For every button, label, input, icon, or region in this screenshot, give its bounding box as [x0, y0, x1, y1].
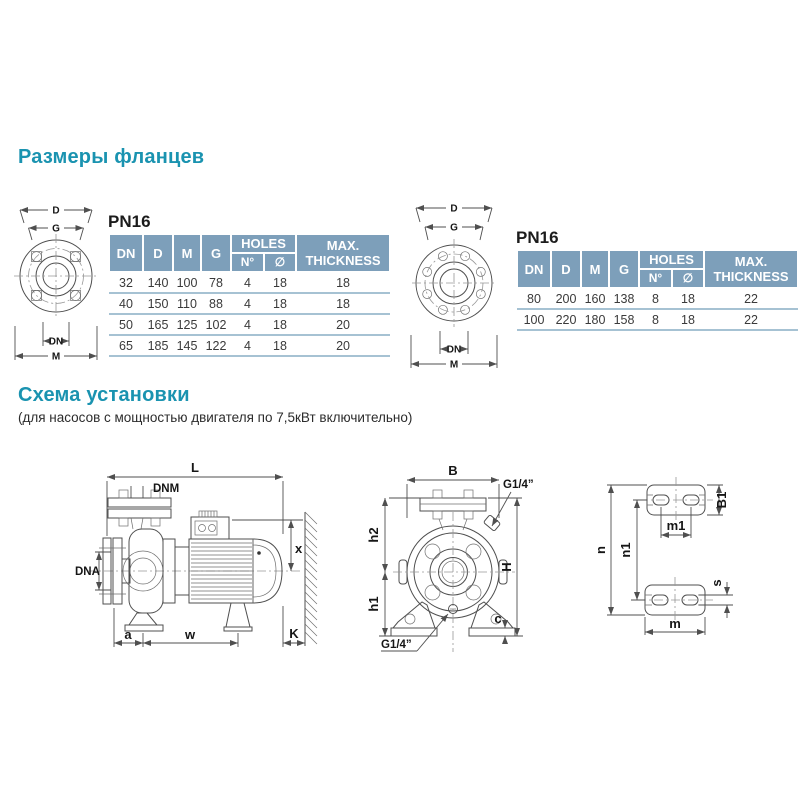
dim-label-w: w: [184, 627, 196, 642]
column-header-holes: HOLES: [639, 250, 704, 269]
table-cell: 32: [109, 272, 143, 293]
column-header-m: M: [581, 250, 609, 288]
column-header-dn: DN: [109, 234, 143, 272]
dim-label-dnm: DNM: [153, 483, 180, 495]
table-cell: 125: [173, 314, 201, 335]
column-header-holes-diam: ∅: [672, 269, 704, 288]
flange-table-2: [516, 249, 799, 331]
column-header-m: M: [173, 234, 201, 272]
column-header-holes: HOLES: [231, 234, 296, 253]
side-view-dimensions: [75, 460, 305, 647]
table-row: [517, 309, 798, 330]
wall: [305, 512, 317, 646]
dim-label-m: M: [51, 351, 61, 363]
column-header-max-thickness: MAX. THICKNESS: [704, 250, 798, 288]
dim-label-m1: m1: [666, 518, 686, 533]
section-title-flanges: Размеры фланцев: [18, 146, 205, 168]
table-cell: 110: [173, 293, 201, 314]
table-title-pn16-1: PN16: [108, 212, 151, 231]
table-cell: 18: [264, 335, 296, 356]
dim-label-b1: B1: [714, 491, 729, 509]
table-cell: 185: [143, 335, 173, 356]
feet-view-dimensions: [593, 485, 733, 635]
column-header-d: D: [551, 250, 581, 288]
dim-label-s: s: [709, 579, 724, 587]
dim-label-h1: h1: [366, 596, 381, 612]
dim-label-g14-bottom: G1/4”: [381, 639, 412, 651]
column-header-g: G: [201, 234, 231, 272]
table-cell: 102: [201, 314, 231, 335]
table-cell: 160: [581, 288, 609, 309]
table-cell: 100: [517, 309, 551, 330]
flange-8-body: [412, 239, 496, 327]
table-cell: 18: [264, 272, 296, 293]
dim-label-g: G: [52, 223, 60, 235]
table-cell: 50: [109, 314, 143, 335]
installation-subtitle: (для насосов с мощностью двигателя по 7,5кВт включительно): [18, 410, 413, 425]
table-row: [109, 293, 390, 314]
dim-label-h2: h2: [366, 527, 381, 543]
dim-label-l: L: [191, 460, 199, 475]
table-cell: 18: [264, 293, 296, 314]
table-cell: 220: [551, 309, 581, 330]
table-cell: 18: [296, 272, 390, 293]
dim-label-b: B: [448, 463, 458, 478]
flange-4-dimensions: [15, 206, 97, 363]
table-cell: 138: [609, 288, 639, 309]
table-cell: 22: [704, 288, 798, 309]
motor: [189, 511, 282, 603]
table-title-pn16-2: PN16: [516, 228, 559, 247]
pump-body: [99, 490, 189, 613]
table-cell: 4: [231, 335, 264, 356]
table-cell: 22: [704, 309, 798, 330]
pump-side-view-drawing: [75, 450, 345, 660]
column-header-max-thickness: MAX. THICKNESS: [296, 234, 390, 272]
flange-drawing-4-hole: [9, 196, 103, 363]
flange-drawing-8-hole: [403, 193, 509, 369]
dim-label-g14-top: G1/4”: [503, 479, 534, 491]
dim-label-n: n: [593, 546, 608, 554]
table-cell: 4: [231, 272, 264, 293]
dim-label-d: D: [52, 205, 60, 217]
table-cell: 40: [109, 293, 143, 314]
table-cell: 140: [143, 272, 173, 293]
table-cell: 20: [296, 335, 390, 356]
column-header-holes-diam: ∅: [264, 253, 296, 272]
table-row: [517, 288, 798, 309]
column-header-holes-n: N°: [231, 253, 264, 272]
column-header-dn: DN: [517, 250, 551, 288]
table-cell: 65: [109, 335, 143, 356]
dim-label-m: m: [669, 616, 681, 631]
table-cell: 18: [264, 314, 296, 335]
dim-label-c: c: [494, 611, 502, 626]
table-cell: 145: [173, 335, 201, 356]
table-cell: 150: [143, 293, 173, 314]
table-cell: 80: [517, 288, 551, 309]
pump-feet-top-view-drawing: [595, 450, 795, 660]
dim-label-h: H: [499, 562, 514, 572]
table-cell: 18: [296, 293, 390, 314]
table-cell: 78: [201, 272, 231, 293]
dim-label-a: a: [124, 627, 132, 642]
table-row: [109, 314, 390, 335]
foot-plate-top: [639, 477, 713, 523]
dim-label-g: G: [450, 222, 458, 234]
dim-label-d: D: [450, 203, 458, 215]
table-cell: 4: [231, 293, 264, 314]
table-cell: 122: [201, 335, 231, 356]
flange-4-body: [14, 234, 98, 318]
flange-table-1: [108, 233, 391, 357]
table-cell: 165: [143, 314, 173, 335]
dim-label-dn: DN: [48, 336, 64, 348]
dim-label-k: K: [289, 626, 299, 641]
table-row: [109, 272, 390, 293]
column-header-holes-n: N°: [639, 269, 672, 288]
dim-label-m: M: [449, 359, 459, 371]
pump-front-view-drawing: [365, 450, 555, 665]
dim-label-dn: DN: [446, 344, 462, 356]
table-cell: 158: [609, 309, 639, 330]
section-title-installation: Схема установки: [18, 384, 190, 406]
dim-label-n1: n1: [618, 542, 633, 558]
table-row: [109, 335, 390, 356]
table-cell: 180: [581, 309, 609, 330]
column-header-g: G: [609, 250, 639, 288]
table-cell: 8: [639, 309, 672, 330]
table-cell: 8: [639, 288, 672, 309]
column-header-d: D: [143, 234, 173, 272]
table-cell: 200: [551, 288, 581, 309]
table-cell: 18: [672, 309, 704, 330]
table-cell: 20: [296, 314, 390, 335]
table-cell: 88: [201, 293, 231, 314]
table-cell: 18: [672, 288, 704, 309]
table-cell: 4: [231, 314, 264, 335]
dim-label-x: x: [295, 541, 303, 556]
dim-label-dna: DNA: [75, 566, 100, 578]
table-cell: 100: [173, 272, 201, 293]
